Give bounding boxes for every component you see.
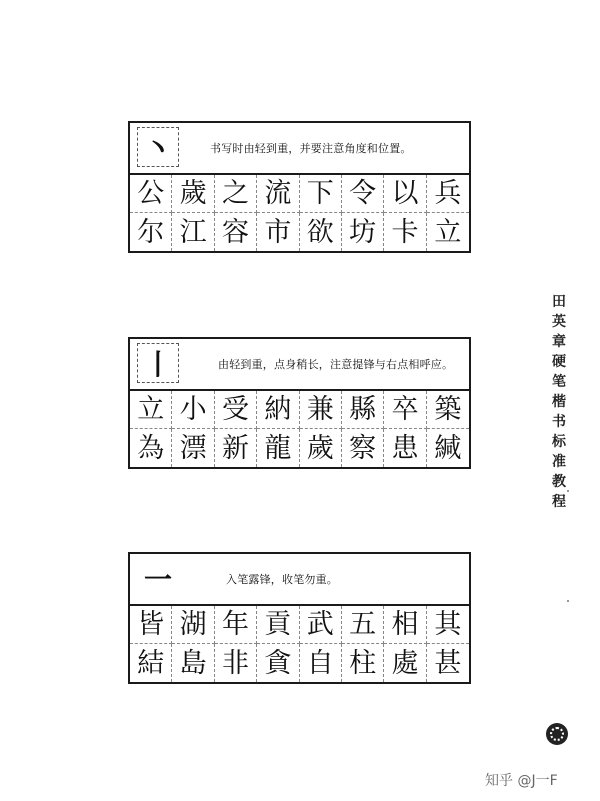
character-cell: 兼: [300, 391, 342, 429]
character-cell: 欲: [300, 213, 342, 251]
section-header: [130, 123, 469, 175]
character-cell: 縣: [342, 391, 384, 429]
side-title-char: 教: [552, 474, 566, 490]
character-cell: 武: [300, 606, 342, 644]
stroke-section-1: [128, 121, 471, 253]
scan-speck: [567, 600, 569, 602]
character-cell: 卒: [384, 391, 426, 429]
character-cell: 築: [427, 391, 469, 429]
character-cell: 島: [172, 644, 214, 682]
character-cell: 卡: [384, 213, 426, 251]
character-cell: 坊: [342, 213, 384, 251]
character-cell: 納: [257, 391, 299, 429]
character-cell: 相: [384, 606, 426, 644]
character-cell: 貢: [257, 606, 299, 644]
page-ornament-icon: [546, 723, 568, 745]
side-title-char: 程: [552, 494, 566, 510]
character-cell: 患: [384, 429, 426, 467]
watermark: 知乎 @J一F: [485, 773, 558, 789]
character-cell: 江: [172, 213, 214, 251]
character-cell: 貪: [257, 644, 299, 682]
character-cell: 歲: [300, 429, 342, 467]
character-cell: 甚: [434, 647, 462, 679]
character-cell: 受: [215, 391, 257, 429]
character-cell: 年: [215, 606, 257, 644]
side-title-char: 楷: [552, 394, 566, 410]
character-cell: 湖: [172, 606, 214, 644]
side-title-char: 田: [552, 294, 566, 310]
character-cell: 市: [257, 213, 299, 251]
character-cell: 其: [427, 606, 469, 644]
character-cell: 流: [257, 175, 299, 213]
character-cell: 以: [384, 175, 426, 213]
character-cell: 結: [130, 644, 172, 682]
side-title-char: 英: [552, 314, 566, 330]
section-header: [130, 339, 469, 391]
side-title-char: 准: [552, 454, 566, 470]
stroke-example: 一: [143, 563, 172, 596]
character-cell: 立: [130, 391, 172, 429]
character-cell: 令: [342, 175, 384, 213]
character-cell: 龍: [257, 429, 299, 467]
character-cell: 皆: [130, 606, 172, 644]
side-title-char: 硬: [552, 354, 566, 370]
character-grid: [130, 606, 469, 682]
character-cell: 兵: [427, 175, 469, 213]
character-cell: 柱: [342, 644, 384, 682]
stroke-section-3: [128, 552, 471, 684]
book-side-title: [548, 292, 570, 512]
character-cell: 小: [172, 391, 214, 429]
character-grid: [130, 391, 469, 467]
scan-speck: [567, 490, 569, 492]
section-description: 入笔露锋，收笔勿重。: [226, 573, 338, 586]
character-cell: 新: [215, 429, 257, 467]
character-cell: 自: [300, 644, 342, 682]
section-header: [130, 554, 469, 606]
stroke-example: 丶: [137, 127, 179, 167]
side-title-char: 标: [552, 434, 566, 450]
section-description: 书写时由轻到重，并要注意角度和位置。: [210, 142, 412, 155]
character-cell: 尔: [130, 213, 172, 251]
stroke-section-2: [128, 337, 471, 469]
side-title-char: 章: [552, 334, 566, 350]
character-cell: 緘: [434, 432, 462, 464]
character-cell: 五: [342, 606, 384, 644]
character-cell: 之: [215, 175, 257, 213]
character-cell: 處: [384, 644, 426, 682]
section-description: 由轻到重，点身稍长，注意提锋与右点相呼应。: [218, 358, 454, 371]
character-cell: 為: [130, 429, 172, 467]
character-cell: 容: [215, 213, 257, 251]
stroke-example: 丨: [137, 343, 179, 383]
character-cell: 察: [342, 429, 384, 467]
side-title-char: 笔: [552, 374, 566, 390]
character-grid: [130, 175, 469, 251]
character-cell: 公: [130, 175, 172, 213]
character-cell: 立: [434, 216, 462, 248]
character-cell: 非: [215, 644, 257, 682]
character-cell: 漂: [172, 429, 214, 467]
character-cell: 下: [300, 175, 342, 213]
side-title-char: 书: [552, 414, 566, 430]
character-cell: 歲: [172, 175, 214, 213]
